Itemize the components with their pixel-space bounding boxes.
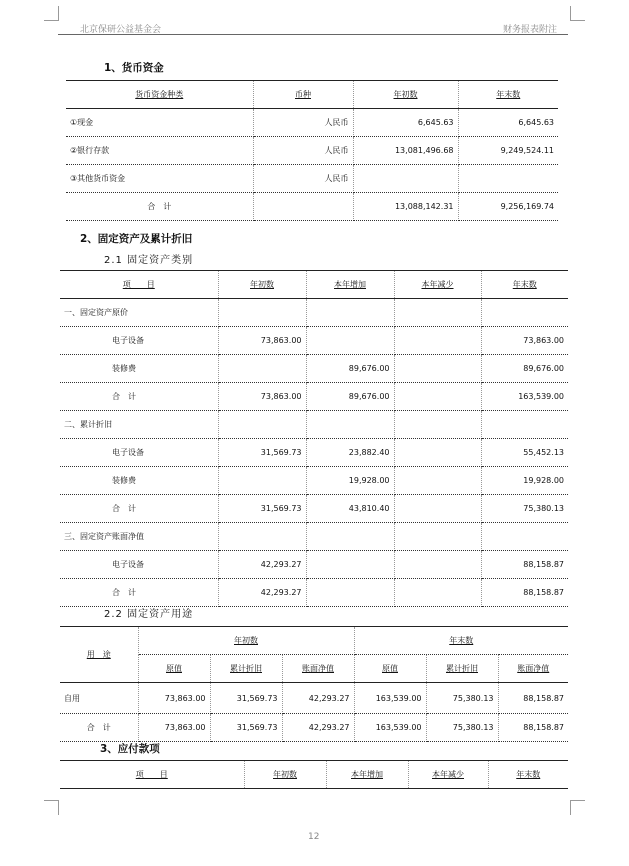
table-total-row [66, 193, 558, 221]
table-cell: 42,293.27 [282, 683, 354, 714]
table-cell: 55,452.13 [481, 439, 568, 467]
table-cell [218, 299, 306, 327]
column-header: 原值 [138, 655, 210, 683]
column-header: 原值 [354, 655, 426, 683]
table-cell: 13,088,142.31 [353, 193, 458, 221]
table-row [66, 137, 558, 165]
table-cell [458, 165, 558, 193]
table-cell: 88,158.87 [498, 683, 568, 714]
table-cell: ③其他货币资金 [66, 165, 253, 193]
table-cell: 19,928.00 [481, 467, 568, 495]
table-cell: 75,380.13 [426, 683, 498, 714]
table-cell: 31,569.73 [210, 683, 282, 714]
table-cell [394, 327, 481, 355]
table-cell [306, 551, 394, 579]
column-header: 年初数 [218, 271, 306, 299]
table-cell: 73,863.00 [138, 683, 210, 714]
table-cell: 163,539.00 [354, 683, 426, 714]
column-header: 币种 [253, 81, 353, 109]
header-rule [58, 34, 568, 35]
table-cell [394, 355, 481, 383]
table-cell [394, 579, 481, 607]
table-cell: 一、固定资产原价 [60, 299, 218, 327]
table-cell [394, 299, 481, 327]
table-cell [394, 551, 481, 579]
table-row [60, 355, 568, 383]
column-header: 年末数 [458, 81, 558, 109]
column-group-header: 年末数 [354, 627, 568, 655]
table-cell [218, 523, 306, 551]
table-cell [394, 495, 481, 523]
column-header: 年初数 [353, 81, 458, 109]
table-total-row [60, 579, 568, 607]
table-cell [306, 327, 394, 355]
column-group-header: 年初数 [138, 627, 354, 655]
table-cell: 73,863.00 [138, 714, 210, 742]
table-cell [253, 193, 353, 221]
column-header: 账面净值 [498, 655, 568, 683]
table-cell: 6,645.63 [353, 109, 458, 137]
column-header: 货币资金种类 [66, 81, 253, 109]
table-cell: 6,645.63 [458, 109, 558, 137]
table-cell: 163,539.00 [354, 714, 426, 742]
table-cell: 合 计 [66, 193, 253, 221]
table-cell: 89,676.00 [306, 383, 394, 411]
table-cell: 42,293.27 [218, 551, 306, 579]
table-header-row [60, 271, 568, 299]
table-cell [306, 579, 394, 607]
column-header: 年末数 [488, 761, 568, 789]
column-header: 累计折旧 [210, 655, 282, 683]
table-cell: 42,293.27 [218, 579, 306, 607]
cash-table [66, 80, 558, 221]
table-row [60, 299, 568, 327]
section1-title: 1、货币资金 [104, 62, 164, 74]
table-row [60, 495, 568, 523]
table-row [60, 523, 568, 551]
table-cell [218, 411, 306, 439]
section2-title: 2、固定资产及累计折旧 [80, 233, 193, 245]
table-cell: 23,882.40 [306, 439, 394, 467]
table-cell: 43,810.40 [306, 495, 394, 523]
table-header-row [60, 761, 568, 789]
table-cell: ②银行存款 [66, 137, 253, 165]
table-cell: 163,539.00 [481, 383, 568, 411]
table-cell: 人民币 [253, 165, 353, 193]
table-cell: 31,569.73 [218, 439, 306, 467]
subsection-2-1-title: 2.1 固定资产类别 [104, 255, 194, 266]
table-cell: 89,676.00 [481, 355, 568, 383]
table-cell [394, 523, 481, 551]
column-header: 本年减少 [408, 761, 488, 789]
table-cell: 73,863.00 [481, 327, 568, 355]
table-cell: 三、固定资产账面净值 [60, 523, 218, 551]
crop-mark-bottom-right [570, 800, 585, 815]
table-cell: 自用 [60, 683, 138, 714]
table-cell: 9,256,169.74 [458, 193, 558, 221]
table-cell: 合 计 [60, 579, 218, 607]
column-header: 本年增加 [306, 271, 394, 299]
column-header: 本年增加 [326, 761, 408, 789]
table-cell [481, 299, 568, 327]
table-cell: 42,293.27 [282, 714, 354, 742]
table-cell [306, 411, 394, 439]
table-cell: 二、累计折旧 [60, 411, 218, 439]
payables-table [60, 760, 568, 789]
column-header: 本年减少 [394, 271, 481, 299]
table-cell [218, 355, 306, 383]
table-cell: 31,569.73 [218, 495, 306, 523]
table-cell: 88,158.87 [481, 551, 568, 579]
column-header: 项 目 [60, 271, 218, 299]
crop-mark-top-left [44, 6, 59, 21]
table-row [66, 165, 558, 193]
table-cell: ①现金 [66, 109, 253, 137]
table-row [66, 109, 558, 137]
table-cell: 88,158.87 [498, 714, 568, 742]
table-cell: 人民币 [253, 137, 353, 165]
table-cell: 电子设备 [60, 439, 218, 467]
table-cell [481, 411, 568, 439]
crop-mark-bottom-left [44, 800, 59, 815]
header-org: 北京保研公益基金会 [80, 25, 162, 35]
section3-title: 3、应付款项 [100, 743, 160, 755]
table-cell: 13,081,496.68 [353, 137, 458, 165]
column-header: 年初数 [244, 761, 326, 789]
table-cell [218, 467, 306, 495]
fixed-asset-category-table [60, 270, 568, 607]
table-cell [353, 165, 458, 193]
table-row [60, 327, 568, 355]
table-cell: 75,380.13 [426, 714, 498, 742]
table-cell [394, 383, 481, 411]
subsection-2-2-title: 2.2 固定资产用途 [104, 609, 194, 620]
table-cell: 73,863.00 [218, 327, 306, 355]
table-cell: 电子设备 [60, 551, 218, 579]
column-header: 用 途 [60, 627, 138, 683]
table-header-row [60, 627, 568, 655]
table-row [60, 683, 568, 714]
column-header: 累计折旧 [426, 655, 498, 683]
page-number: 12 [308, 832, 320, 842]
table-cell: 75,380.13 [481, 495, 568, 523]
table-cell: 9,249,524.11 [458, 137, 558, 165]
table-row [60, 467, 568, 495]
table-cell: 19,928.00 [306, 467, 394, 495]
table-cell [394, 439, 481, 467]
table-cell [306, 299, 394, 327]
column-header: 年末数 [481, 271, 568, 299]
table-row [60, 411, 568, 439]
table-cell: 合 计 [60, 495, 218, 523]
table-cell: 合 计 [60, 714, 138, 742]
table-cell: 人民币 [253, 109, 353, 137]
table-cell: 合 计 [60, 383, 218, 411]
table-cell [306, 523, 394, 551]
table-row [60, 383, 568, 411]
table-header-row [66, 81, 558, 109]
column-header: 项 目 [60, 761, 244, 789]
table-cell [481, 523, 568, 551]
table-cell [394, 467, 481, 495]
table-cell: 电子设备 [60, 327, 218, 355]
crop-mark-top-right [570, 6, 585, 21]
table-cell: 装修费 [60, 467, 218, 495]
table-cell: 装修费 [60, 355, 218, 383]
table-cell: 89,676.00 [306, 355, 394, 383]
table-row [60, 439, 568, 467]
table-cell: 88,158.87 [481, 579, 568, 607]
column-header: 账面净值 [282, 655, 354, 683]
table-cell [394, 411, 481, 439]
fixed-asset-usage-table [60, 626, 568, 742]
table-cell: 73,863.00 [218, 383, 306, 411]
table-cell: 31,569.73 [210, 714, 282, 742]
table-row [60, 551, 568, 579]
table-total-row [60, 714, 568, 742]
header-doc-title: 财务报表附注 [502, 25, 557, 35]
